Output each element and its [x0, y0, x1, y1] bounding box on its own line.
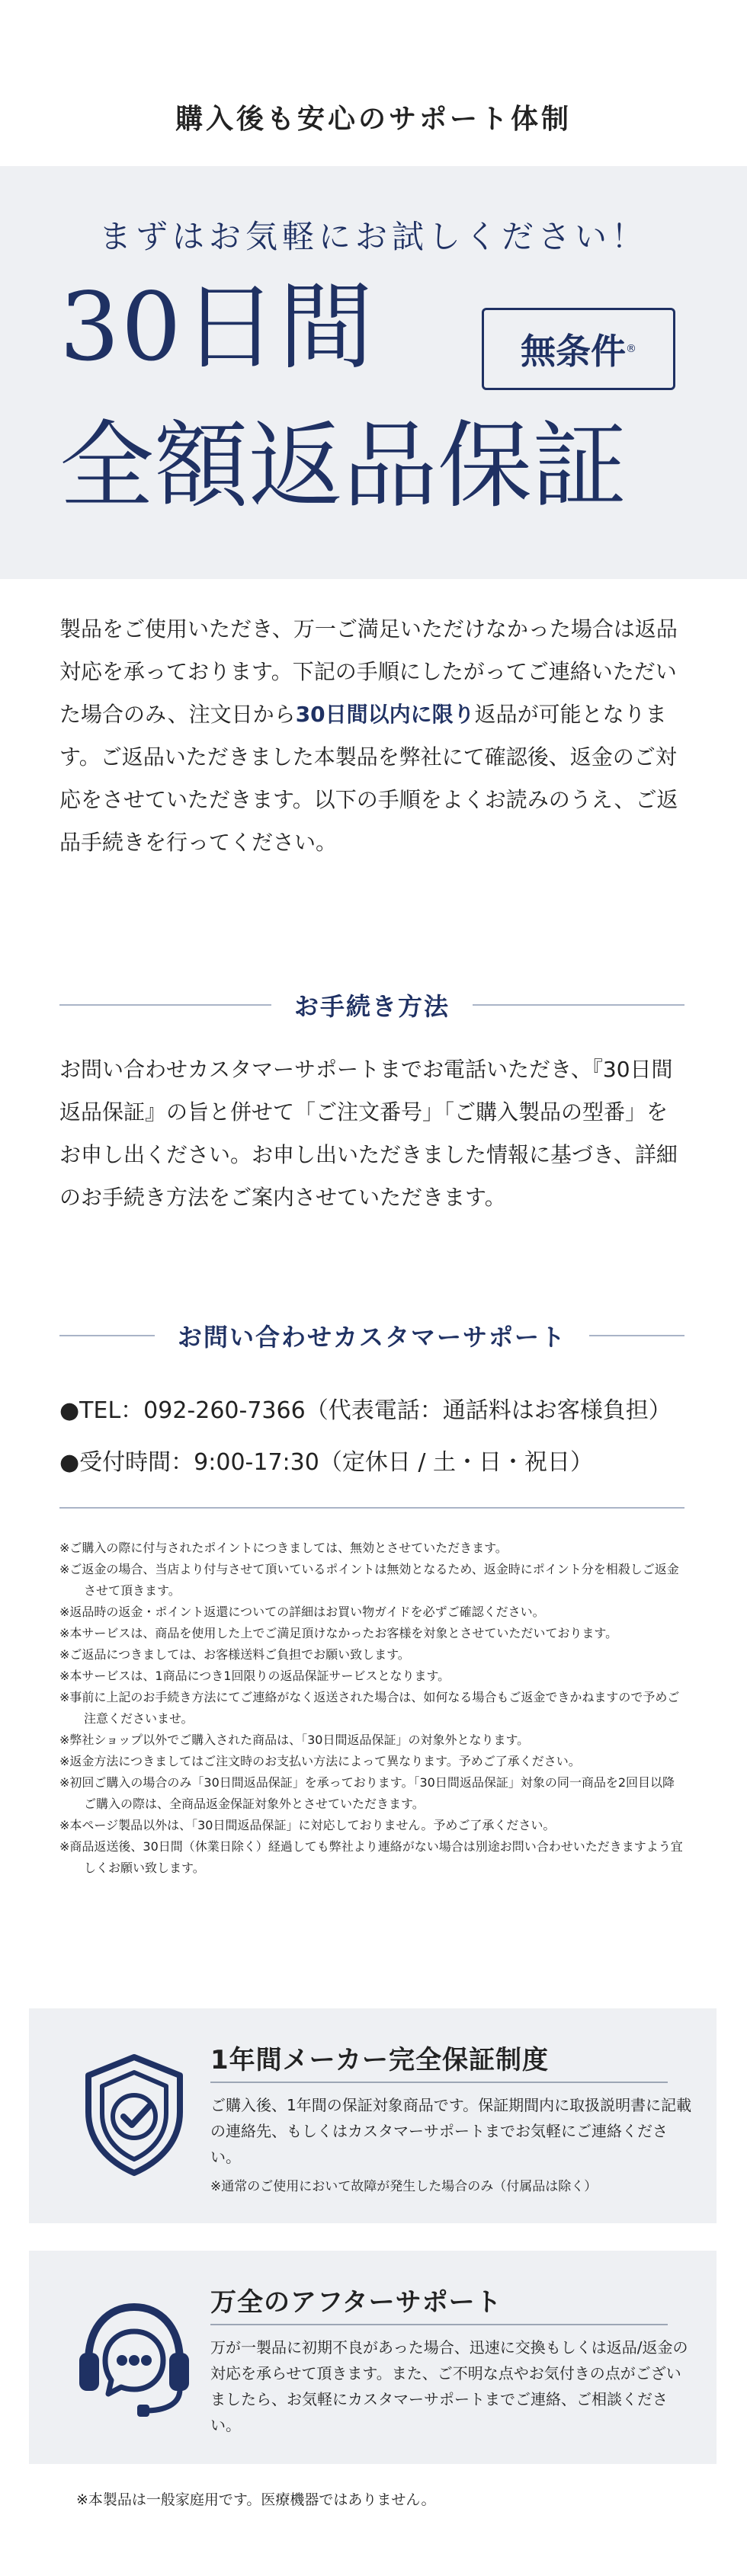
note-item: ※本サービスは、1商品につき1回限りの返品保証サービスとなります。 — [59, 1669, 450, 1683]
note-item: ※初回ご購入の場合のみ「30日間返品保証」を承っております。「30日間返品保証」対象の同一商品を2回目以降ご購入の際は、全商品返金保証対象外とさせていただきます。 — [59, 1775, 675, 1811]
warranty-note: ※通常のご使用において故障が発生した場合のみ（付属品は除く） — [210, 2179, 598, 2194]
note-item: ※本サービスは、商品を使用した上でご満足頂けなかったお客様を対象とさせていただいております。 — [59, 1626, 618, 1640]
note-item: ※返金方法につきましてはご注文時のお支払い方法によって異なります。予めご了承ください。 — [59, 1754, 581, 1768]
note-item: ※返品時の返金・ポイント返還についての詳細はお買い物ガイドを必ずご確認ください。 — [59, 1605, 545, 1619]
divider — [59, 1507, 684, 1509]
note-item: ※事前に上記のお手続き方法にてご連絡がなく返送された場合は、如何なる場合もご返金できかねますので予めご注意くださいませ。 — [59, 1690, 680, 1726]
heading-rule-right — [589, 1335, 684, 1336]
heading-rule-left — [59, 1004, 271, 1006]
heading-rule-left — [59, 1335, 155, 1336]
badge-label: 無条件 — [521, 331, 626, 372]
badge-mark: ® — [626, 343, 636, 355]
hero-banner — [0, 166, 747, 579]
intro-text — [59, 608, 684, 864]
hero-main-title: 全額返品保証 — [59, 411, 627, 521]
procedure-heading-label: お手続き方法 — [294, 992, 450, 1021]
procedure-text: お問い合わせカスタマーサポートまでお電話いただき、『30日間返品保証』の旨と併せて「ご注文番号」「ご購入製品の型番」をお申し出ください。お申し出いただきました情報に基づき、詳細のお手続き方法をご案内させていただきます。 — [59, 1057, 678, 1210]
footer-note: ※本製品は一般家庭用です。医療機器ではありません。 — [76, 2491, 436, 2508]
card-rule — [210, 2082, 668, 2083]
support-heading — [59, 1317, 684, 1355]
support-hours: ●受付時間：9:00-17:30（定休日 / 土・日・祝日） — [59, 1449, 594, 1476]
aftersupport-title: 万全のアフターサポート — [210, 2287, 502, 2318]
aftersupport-card — [29, 2251, 717, 2464]
hero-subtitle: まずはお気軽にお試しください！ — [98, 218, 648, 255]
aftersupport-body: 万が一製品に初期不良があった場合、迅速に交換もしくは返品/返金の対応を承らせて頂きます。また、ご不明な点やお気付きの点がございましたら、お気軽にカスタマーサポートまでご連絡、ご相談ください。 — [210, 2338, 688, 2434]
intro-part1: 製品をご使用いただき、万一ご満足いただけなかった場合は返品対応を承っております。下記の手順にしたがってご連絡いただいた場合のみ、注文日から — [59, 616, 678, 727]
intro-highlight: 30日間以内に限り — [295, 702, 475, 727]
note-item: ※ご返金の場合、当店より付与させて頂いているポイントは無効となるため、返金時にポイント分を相殺しご返金させて頂きます。 — [59, 1562, 679, 1598]
note-item: ※本ページ製品以外は、「30日間返品保証」に対応しておりません。予めご了承ください。 — [59, 1818, 556, 1832]
card-rule — [210, 2324, 668, 2325]
warranty-card — [29, 2008, 717, 2223]
notes-list — [59, 1538, 686, 1879]
shield-check-icon — [66, 2046, 203, 2184]
warranty-body: ご購入後、1年間の保証対象商品です。保証期間内に取扱説明書に記載の連絡先、もしくはカスタマーサポートまでお気軽にご連絡ください。 — [210, 2096, 692, 2166]
warranty-title: 1年間メーカー完全保証制度 — [210, 2045, 549, 2075]
procedure-heading — [59, 986, 684, 1024]
hero-days: 30日間 — [59, 273, 375, 382]
heading-rule-right — [473, 1004, 684, 1006]
note-item: ※ご購入の際に付与されたポイントにつきましては、無効とさせていただきます。 — [59, 1541, 508, 1555]
note-item: ※ご返品につきましては、お客様送料ご負担でお願い致します。 — [59, 1647, 410, 1662]
unconditional-badge — [482, 308, 675, 390]
note-item: ※弊社ショップ以外でご購入された商品は、「30日間返品保証」の対象外となります。 — [59, 1733, 530, 1747]
support-heading-label: お問い合わせカスタマーサポート — [178, 1323, 567, 1352]
note-item: ※商品返送後、30日間（休業日除く）経過しても弊社より連絡がない場合は別途お問い合わせいただきますよう宜しくお願い致します。 — [59, 1839, 683, 1875]
support-tel: ●TEL：092-260-7366（代表電話：通話料はお客様負担） — [59, 1397, 672, 1424]
page-title: 購入後も安心のサポート体制 — [175, 104, 572, 135]
headset-chat-icon — [66, 2289, 203, 2426]
intro-part2: 返品が可能となります。ご返品いただきました本製品を弊社にて確認後、返金のご対応をさせていただきます。以下の手順をよくお読みのうえ、ご返品手続きを行ってください。 — [59, 702, 678, 855]
